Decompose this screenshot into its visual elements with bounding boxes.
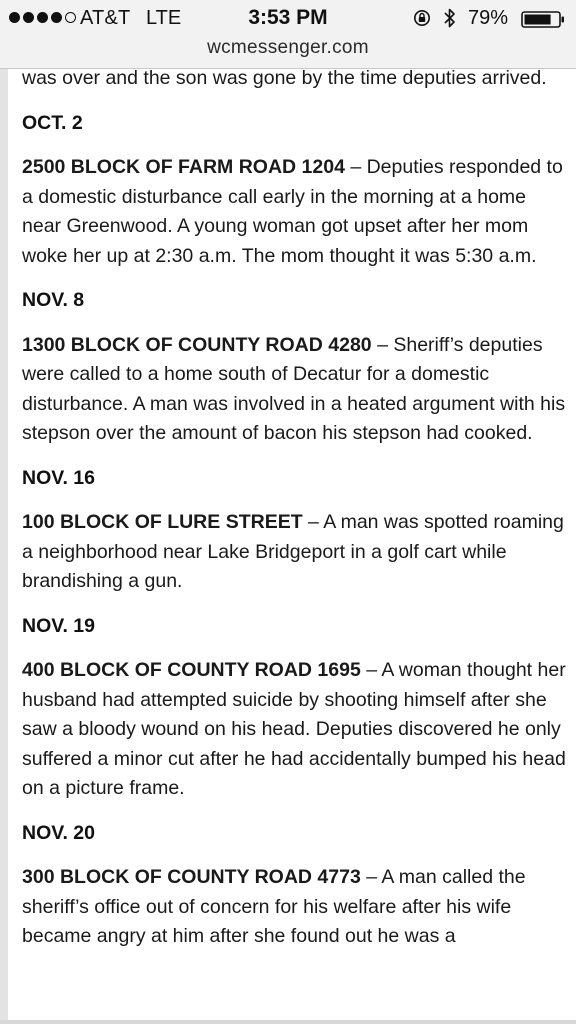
intro-paragraph: was over and the son was gone by the time deputies arrived. <box>22 69 547 89</box>
entry-paragraph <box>22 153 568 271</box>
scroll-edge <box>0 1020 576 1024</box>
network-type: LTE <box>146 7 182 29</box>
carrier-name: AT&T <box>80 7 131 29</box>
entry-text: – A man called the sheriff’s office out of concern for his welfare after his wife became angry at him after she found out he was a <box>22 866 526 947</box>
entry-date: OCT. 2 <box>22 111 83 134</box>
entry-location: 100 BLOCK OF LURE STREET <box>22 511 303 533</box>
entry-location: 1300 BLOCK OF COUNTY ROAD 4280 <box>22 333 372 356</box>
entry-list <box>22 94 568 952</box>
entry-paragraph <box>22 863 568 952</box>
url-text[interactable]: wcmessenger.com <box>207 37 369 58</box>
entry-text: – Deputies responded to a domestic disturbance call early in the morning at a home near Greenwood. A young woman got upset after her mom woke her up at 2:30 a.m. The mom thought it was 5:30 a.m. <box>22 156 563 267</box>
entry-date: NOV. 20 <box>22 821 95 844</box>
entry-paragraph <box>22 508 568 597</box>
entry-date: NOV. 19 <box>22 614 95 637</box>
battery-icon <box>521 11 565 28</box>
entry-date: NOV. 8 <box>22 289 85 311</box>
article-content[interactable] <box>0 69 576 1024</box>
entry-date: NOV. 16 <box>22 466 95 489</box>
address-bar[interactable] <box>0 38 576 69</box>
entry-location: 2500 BLOCK OF FARM ROAD 1204 <box>22 156 345 178</box>
rotation-lock-icon <box>413 9 431 27</box>
entry-location: 400 BLOCK OF COUNTY ROAD 1695 <box>22 659 361 681</box>
status-bar <box>0 0 576 38</box>
bluetooth-icon <box>443 7 457 29</box>
entry-text: – Sheriff’s deputies were called to a home south of Decatur for a domestic disturbance. A man was involved in a heated argument with his stepson over the amount of bacon his stepson had cooked. <box>22 333 566 444</box>
entry-paragraph <box>22 331 568 449</box>
entry-text: – A woman thought her husband had attempted suicide by shooting himself after she saw a bloody wound on his head. Deputies discovered he only suffered a minor cut after he had accidentally bumped his head on a picture frame. <box>22 659 566 799</box>
status-time: 3:53 PM <box>248 6 328 29</box>
article-body <box>22 69 568 952</box>
battery-percent: 79% <box>468 7 509 29</box>
entry-location: 300 BLOCK OF COUNTY ROAD 4773 <box>22 866 361 888</box>
entry-paragraph <box>22 656 568 804</box>
entry-text: – A man was spotted roaming a neighborhood near Lake Bridgeport in a golf cart while brandishing a gun. <box>22 511 564 592</box>
